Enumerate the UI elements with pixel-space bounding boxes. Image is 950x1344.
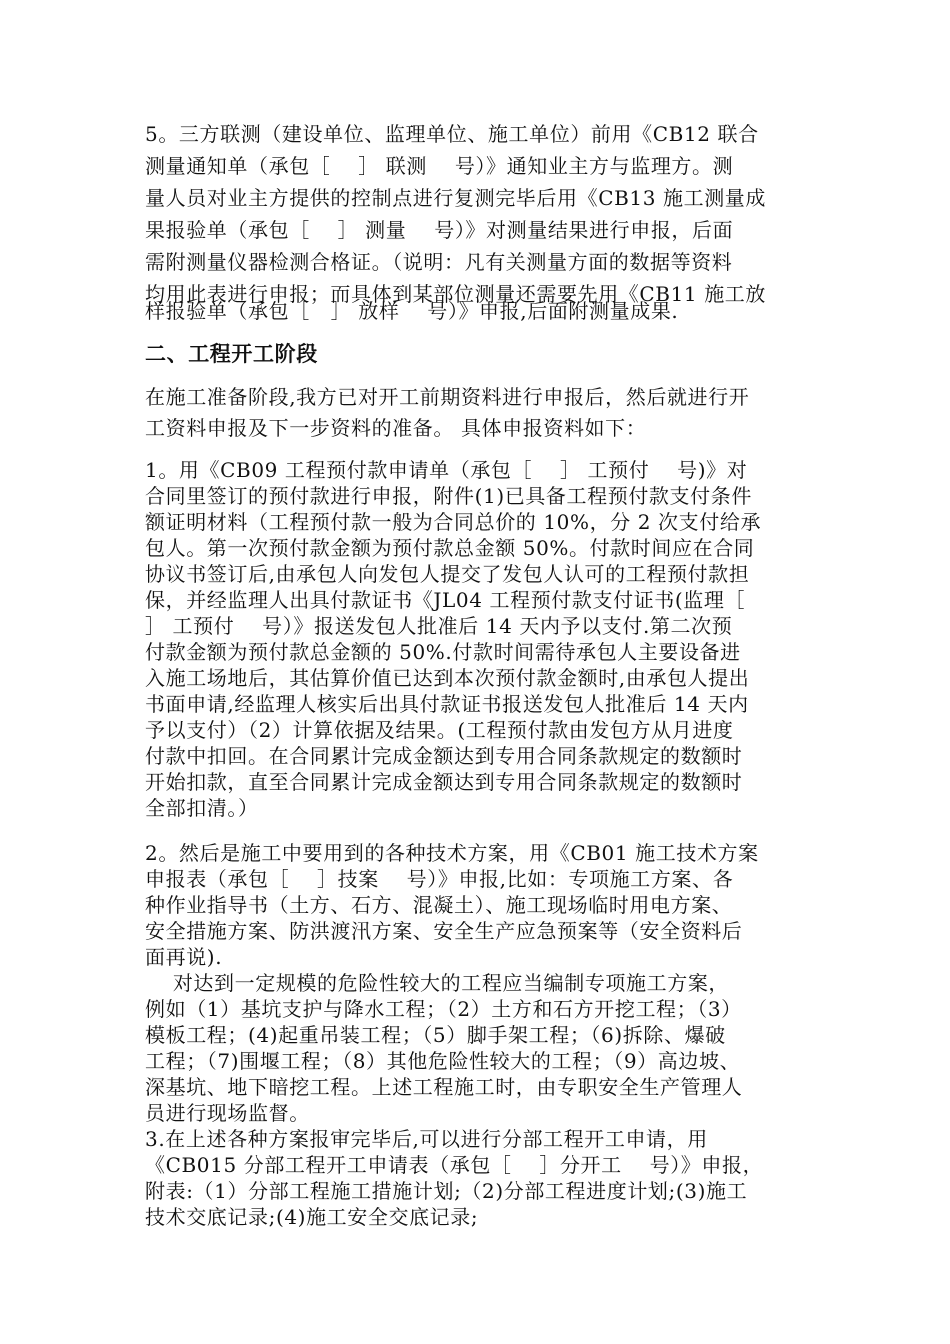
paragraph-line: 工资料申报及下一步资料的准备。 具体申报资料如下：	[145, 416, 647, 440]
paragraph-line: 《CB015 分部工程开工申请表（承包［ ］分开工 号）》申报，	[145, 1153, 764, 1177]
paragraph-line: 样报验单（承包［ ］ 放样 号）》申报,后面附测量成果.	[145, 299, 679, 323]
paragraph-line: 开始扣款，直至合同累计完成金额达到专用合同条款规定的数额时	[145, 770, 743, 794]
paragraph-line: 附表:（1）分部工程施工措施计划;（2)分部工程进度计划;(3)施工	[145, 1179, 748, 1203]
paragraph-line: ］ 工预付 号）》报送发包人批准后 14 天内予以支付.第二次预	[145, 614, 733, 638]
paragraph-line: 付款中扣回。在合同累计完成金额达到专用合同条款规定的数额时	[145, 744, 743, 768]
paragraph-line: 模板工程；(4)起重吊装工程；（5）脚手架工程；（6)拆除、爆破	[145, 1023, 726, 1047]
paragraph-line: 付款金额为预付款总金额的 50%.付款时间需待承包人主要设备进	[145, 640, 741, 664]
paragraph-line: 技术交底记录;(4)施工安全交底记录;	[145, 1205, 479, 1229]
paragraph-line: 2。然后是施工中要用到的各种技术方案，用《CB01 施工技术方案	[145, 841, 759, 865]
paragraph-line: 申报表（承包［ ］技案 号）》申报,比如：专项施工方案、各	[145, 867, 734, 891]
paragraph-line: 面再说).	[145, 945, 223, 969]
paragraph-line: 对达到一定规模的危险性较大的工程应当编制专项施工方案，	[145, 971, 730, 995]
paragraph-line: 5。三方联测（建设单位、监理单位、施工单位）前用《CB12 联合	[145, 122, 759, 146]
paragraph-line: 测量通知单（承包［ ］ 联测 号）》通知业主方与监理方。测	[145, 154, 734, 178]
paragraph-line: 入施工场地后，其估算价值已达到本次预付款金额时,由承包人提出	[145, 666, 750, 690]
paragraph-line: 包人。第一次预付款金额为预付款总金额 50%。付款时间应在合同	[145, 536, 755, 560]
paragraph-line: 均用此表进行申报；而具体到某部位测量还需要先用《CB11 施工放	[145, 282, 767, 306]
paragraph-line: 协议书签订后,由承包人向发包人提交了发包人认可的工程预付款担	[145, 562, 750, 586]
paragraph-line: 合同里签订的预付款进行申报，附件(1)已具备工程预付款支付条件	[145, 484, 752, 508]
section-heading: 二、工程开工阶段	[145, 342, 318, 366]
paragraph-line: 额证明材料（工程预付款一般为合同总价的 10%，分 2 次支付给承	[145, 510, 762, 534]
paragraph-line: 员进行现场监督。	[145, 1101, 310, 1125]
paragraph-line: 种作业指导书（土方、石方、混凝土）、施工现场临时用电方案、	[145, 893, 733, 917]
paragraph-line: 果报验单（承包［ ］ 测量 号）》对测量结果进行申报，后面	[145, 218, 734, 242]
paragraph-line: 深基坑、地下暗挖工程。上述工程施工时，由专职安全生产管理人	[145, 1075, 743, 1099]
paragraph-line: 安全措施方案、防洪渡汛方案、安全生产应急预案等（安全资料后	[145, 919, 743, 943]
paragraph-line: 书面申请,经监理人核实后出具付款证书报送发包人批准后 14 天内	[145, 692, 749, 716]
paragraph-line: 1。用《CB09 工程预付款申请单（承包［ ］ 工预付 号)》对	[145, 458, 748, 482]
paragraph-line: 量人员对业主方提供的控制点进行复测完毕后用《CB13 施工测量成	[145, 186, 767, 210]
paragraph-line: 3.在上述各种方案报审完毕后,可以进行分部工程开工申请，用	[145, 1127, 708, 1151]
paragraph-line: 工程；（7)围堰工程；（8）其他危险性较大的工程；（9）高边坡、	[145, 1049, 741, 1073]
paragraph-line: 予以支付）（2）计算依据及结果。(工程预付款由发包方从月进度	[145, 718, 734, 742]
paragraph-line: 在施工准备阶段,我方已对开工前期资料进行申报后，然后就进行开	[145, 385, 750, 409]
paragraph-line: 需附测量仪器检测合格证。（说明：凡有关测量方面的数据等资料	[145, 250, 733, 274]
paragraph-line: 全部扣清。）	[145, 796, 259, 820]
paragraph-line: 例如（1）基坑支护与降水工程；（2）土方和石方开挖工程；（3）	[145, 997, 742, 1021]
paragraph-line: 保，并经监理人出具付款证书《JL04 工程预付款支付证书(监理［	[145, 588, 746, 612]
